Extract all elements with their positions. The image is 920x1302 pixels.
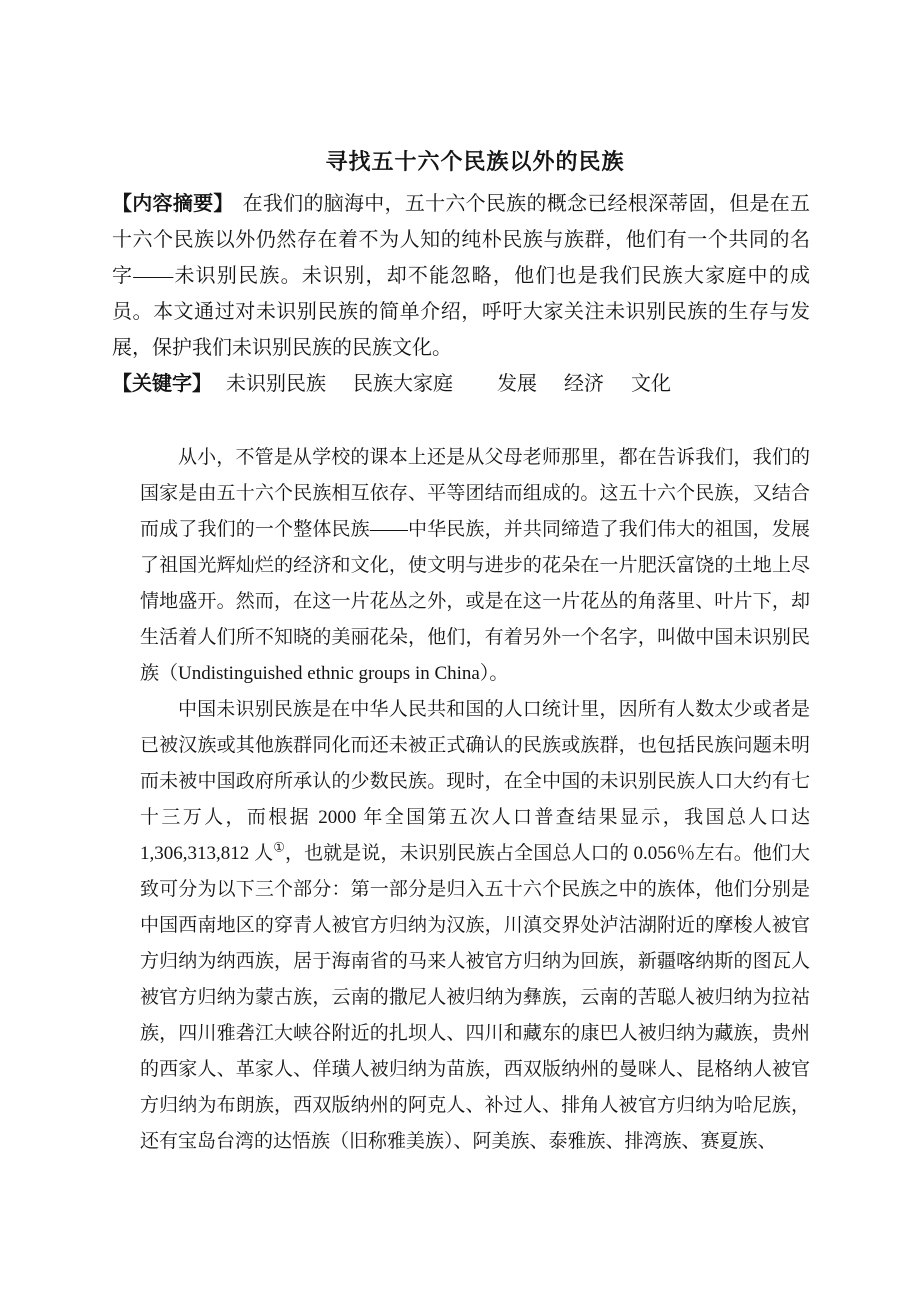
keyword-item: 经济 <box>564 373 604 395</box>
abstract-text: 在我们的脑海中，五十六个民族的概念已经根深蒂固，但是在五十六个民族以外仍然存在着不为人知的纯朴民族与族群，他们有一个共同的名字——未识别民族。未识别，却不能忽略，他们也是我们民族大家庭中的成员。本文通过对未识别民族的简单介绍，呼吁大家关注未识别民族的生存与发展，保护我们未识别民族的民族文化。 <box>112 193 811 359</box>
document-title: 寻找五十六个民族以外的民族 <box>325 149 625 174</box>
footnote-marker: ① <box>273 839 285 855</box>
keyword-item: 未识别民族 <box>226 373 326 395</box>
keyword-item: 文化 <box>631 373 671 395</box>
body-section <box>140 440 810 1160</box>
keyword-item: 发展 <box>497 373 537 395</box>
keywords-line <box>112 366 810 402</box>
paragraph-text-after-footnote: ，也就是说，未识别民族占全国总人口的 0.056％左右。他们大致可分为以下三个部分：第一部分是归入五十六个民族之中的族体，他们分别是中国西南地区的穿青人被官方归纳为汉族，川滇交界处泸沽湖附近的摩梭人被官方归纳为纳西族，居于海南省的马来人被官方归纳为回族，新疆喀纳斯的图瓦人被官方归纳为蒙古族，云南的撒尼人被归纳为彝族，云南的苦聪人被归纳为拉祜族，四川雅砻江大峡谷附近的扎坝人、四川和藏东的康巴人被归纳为藏族，贵州的西家人、革家人、佯璜人被归纳为苗族，西双版纳州的曼咪人、昆格纳人被官方归纳为布朗族，西双版纳州的阿克人、补过人、排角人被官方归纳为哈尼族，还有宝岛台湾的达悟族（旧称雅美族）、阿美族、泰雅族、排湾族、赛夏族、 <box>140 843 810 1152</box>
body-paragraph-statistics <box>140 692 810 1160</box>
body-paragraph-intro: 从小，不管是从学校的课本上还是从父母老师那里，都在告诉我们，我们的国家是由五十六个民族相互依存、平等团结而组成的。这五十六个民族，又结合而成了我们的一个整体民族——中华民族，并共同缔造了我们伟大的祖国，发展了祖国光辉灿烂的经济和文化，使文明与进步的花朵在一片肥沃富饶的土地上尽情地盛开。然而，在这一片花丛之外，或是在这一片花丛的角落里、叶片下，却生活着人们所不知晓的美丽花朵，他们，有着另外一个名字，叫做中国未识别民族（Undistinguished ethnic groups in China）。 <box>140 447 810 684</box>
paragraph-text-before-footnote: 中国未识别民族是在中华人民共和国的人口统计里，因所有人数太少或者是已被汉族或其他族群同化而还未被正式确认的民族或族群，也包括民族问题未明而未被中国政府所承认的少数民族。现时，在全中国的未识别民族人口大约有七十三万人，而根据 2000 年全国第五次人口普查结果显示，我国总人口达1,306,313,812 人 <box>140 699 810 864</box>
abstract-label: 【内容摘要】 <box>112 193 234 215</box>
abstract-paragraph <box>112 186 810 366</box>
keywords-label: 【关键字】 <box>112 373 212 395</box>
keyword-item: 民族大家庭 <box>353 373 453 395</box>
